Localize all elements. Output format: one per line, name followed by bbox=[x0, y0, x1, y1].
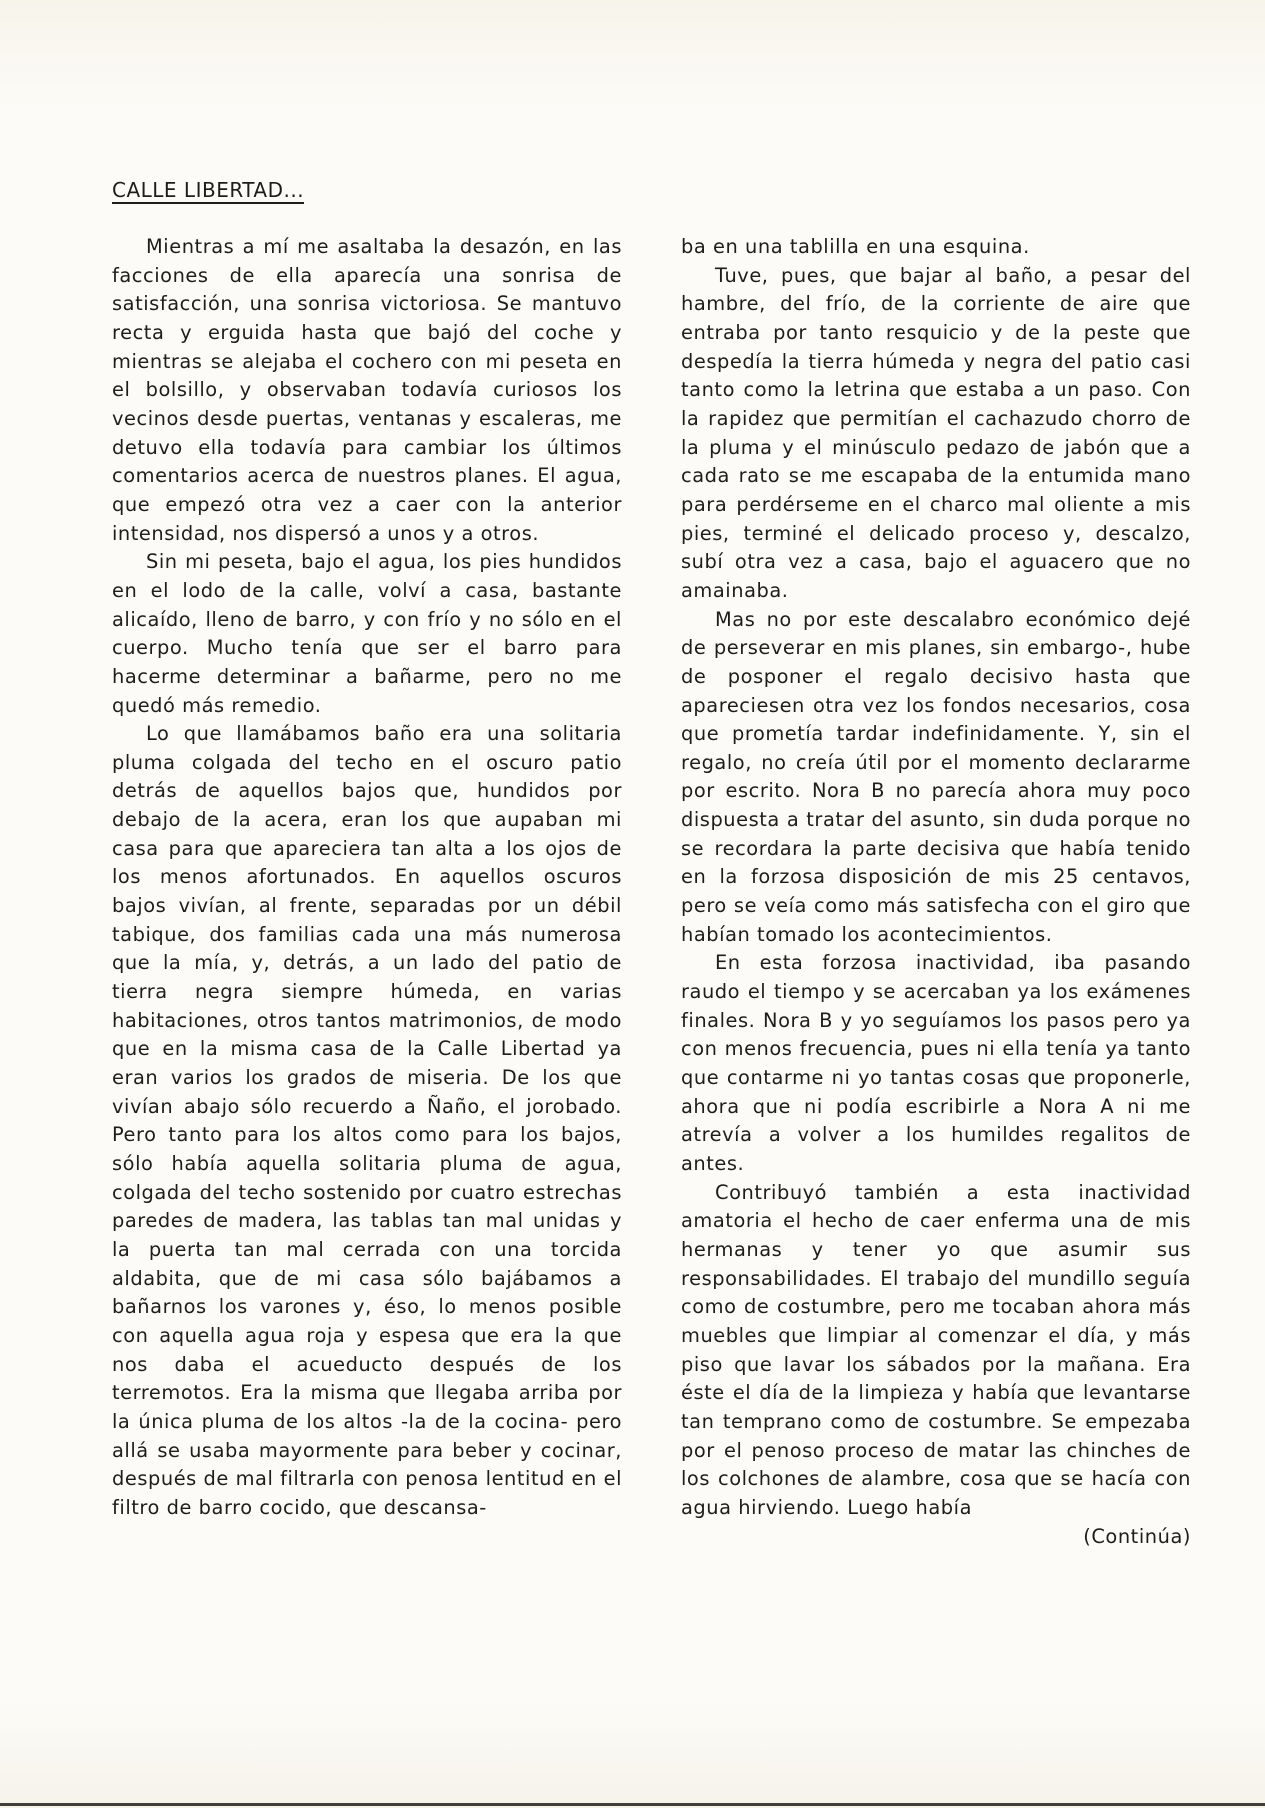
paragraph: Sin mi peseta, bajo el agua, los pies hundidos en el lodo de la calle, volví a casa, bastante alicaído, lleno de barro, y con frío y no sólo en el cuerpo. Mucho tenía que ser el barro para hacerme determinar a bañarme, pero no me quedó más remedio. bbox=[112, 550, 622, 717]
page-bottom-edge bbox=[0, 1803, 1265, 1806]
paragraph: Mientras a mí me asaltaba la desazón, en las facciones de ella aparecía una sonrisa de satisfacción, una sonrisa victoriosa. Se mantuvo recta y erguida hasta que bajó del coche y mientras se alejaba el cochero con mi peseta en el bolsillo, y observaban todavía curiosos los vecinos desde puertas, ventanas y escaleras, me detuvo ella todavía para cambiar los últimos comentarios acerca de nuestros planes. El agua, que empezó otra vez a caer con la anterior intensidad, nos dispersó a unos y a otros. bbox=[112, 235, 622, 545]
paragraph: Mas no por este descalabro económico dejé de perseverar en mis planes, sin embargo-, hube de posponer el regalo decisivo hasta que apareciesen otra vez los fondos necesarios, cosa que prometía tardar indefinidamente. Y, sin el regalo, no creía útil por el momento declararme por escrito. Nora B no parecía ahora muy poco dispuesta a tratar del asunto, sin duda porque no se recordara la parte decisiva que había tenido en la forzosa disposición de mis 25 centavos, pero se veía como más satisfecha con el giro que habían tomado los acontecimientos. bbox=[681, 607, 1191, 946]
left-text-column bbox=[112, 233, 622, 1523]
right-text-column bbox=[681, 233, 1191, 1551]
continued-marker: (Continúa) bbox=[1083, 1524, 1191, 1548]
section-heading-text: CALLE LIBERTAD... bbox=[112, 178, 305, 202]
paragraph: Contribuyó también a esta inactividad amatoria el hecho de caer enferma una de mis hermanas y tener yo que asumir sus responsabilidades. El trabajo del mundillo seguía como de costumbre, pero me tocaban ahora más muebles que limpiar al comenzar el día, y más piso que lavar los sábados por la mañana. Era éste el día de la limpieza y había que levantarse tan temprano como de costumbre. Se empezaba por el penoso proceso de matar las chinches de los colchones de alambre, cosa que se hacía con agua hirviendo. Luego había bbox=[681, 1180, 1191, 1519]
paragraph: En esta forzosa inactividad, iba pasando raudo el tiempo y se acercaban ya los exámenes finales. Nora B y yo seguíamos los pasos pero ya con menos frecuencia, pues ni ella tenía ya tanto que contarme ni yo tantas cosas que proponerle, ahora que ni podía escribirle a Nora A ni me atrevía a volver a los humildes regalitos de antes. bbox=[681, 951, 1191, 1175]
paragraph: Lo que llamábamos baño era una solitaria pluma colgada del techo en el oscuro patio detrás de aquellos bajos que, hundidos por debajo de la acera, eran los que aupaban mi casa para que apareciera tan alta a los ojos de los menos afortunados. En aquellos oscuros bajos vivían, al frente, separadas por un débil tabique, dos familias cada una más numerosa que la mía, y, detrás, a un lado del patio de tierra negra siempre húmeda, en varias habitaciones, otros tantos matrimonios, de modo que en la misma casa de la Calle Libertad ya eran varios los grados de miseria. De los que vivían abajo sólo recuerdo a Ñaño, el jorobado. Pero tanto para los altos como para los bajos, sólo había aquella solitaria pluma de agua, colgada del techo sostenido por cuatro estrechas paredes de madera, las tablas tan mal unidas y la puerta tan mal cerrada con una torcida aldabita, que de mi casa sólo bajábamos a bañarnos los varones y, éso, lo menos posible con aquella agua roja y espesa que era la que nos daba el acueducto después de los terremotos. Era la misma que llegaba arriba por la única pluma de los altos -la de la cocina- pero allá se usaba mayormente para beber y cocinar, después de mal filtrarla con penosa lentitud en el filtro de barro cocido, que descansa- bbox=[112, 722, 623, 1519]
paragraph: Tuve, pues, que bajar al baño, a pesar del hambre, del frío, de la corriente de aire que entraba por tanto resquicio y de la peste que despedía la tierra húmeda y negra del patio casi tanto como la letrina que estaba a un paso. Con la rapidez que permitían el cachazudo chorro de la pluma y el minúsculo pedazo de jabón que a cada rato se me escapaba de la entumida mano para perdérseme en el charco mal oliente a mis pies, terminé el delicado proceso y, descalzo, subí otra vez a casa, bajo el aguacero que no amainaba. bbox=[681, 263, 1191, 602]
paragraph-continuation: ba en una tablilla en una esquina. bbox=[681, 235, 1030, 258]
section-heading bbox=[112, 176, 304, 204]
